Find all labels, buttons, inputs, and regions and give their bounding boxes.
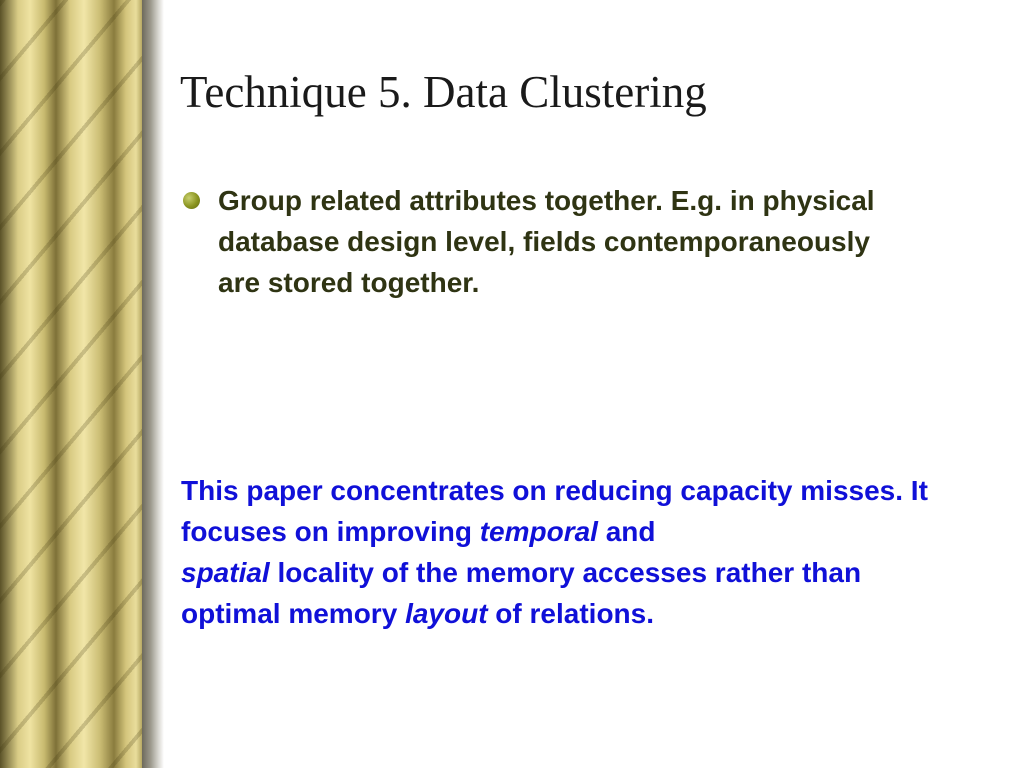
bullet-list: [180, 180, 900, 303]
bullet-dot-icon: [183, 192, 200, 209]
bullet-item: [180, 180, 900, 303]
slide-title: Technique 5. Data Clustering: [180, 67, 707, 117]
bullet-text: Group related attributes together. E.g. in physical database design level, fields contemporaneously are stored together.: [218, 185, 875, 298]
summary-note: [181, 470, 951, 634]
note-text-3: locality of the memory accesses rather than optimal memory: [181, 557, 862, 629]
note-emphasis-layout: layout: [405, 598, 488, 629]
note-text-1: This paper concentrates on reducing capacity misses. It focuses on improving: [181, 475, 928, 547]
column-shadow: [142, 0, 164, 768]
note-emphasis-temporal: temporal: [479, 516, 598, 547]
note-text-2: and: [597, 516, 656, 547]
decorative-column: [0, 0, 142, 768]
note-emphasis-spatial: spatial: [181, 557, 270, 588]
note-text-4: of relations.: [487, 598, 654, 629]
